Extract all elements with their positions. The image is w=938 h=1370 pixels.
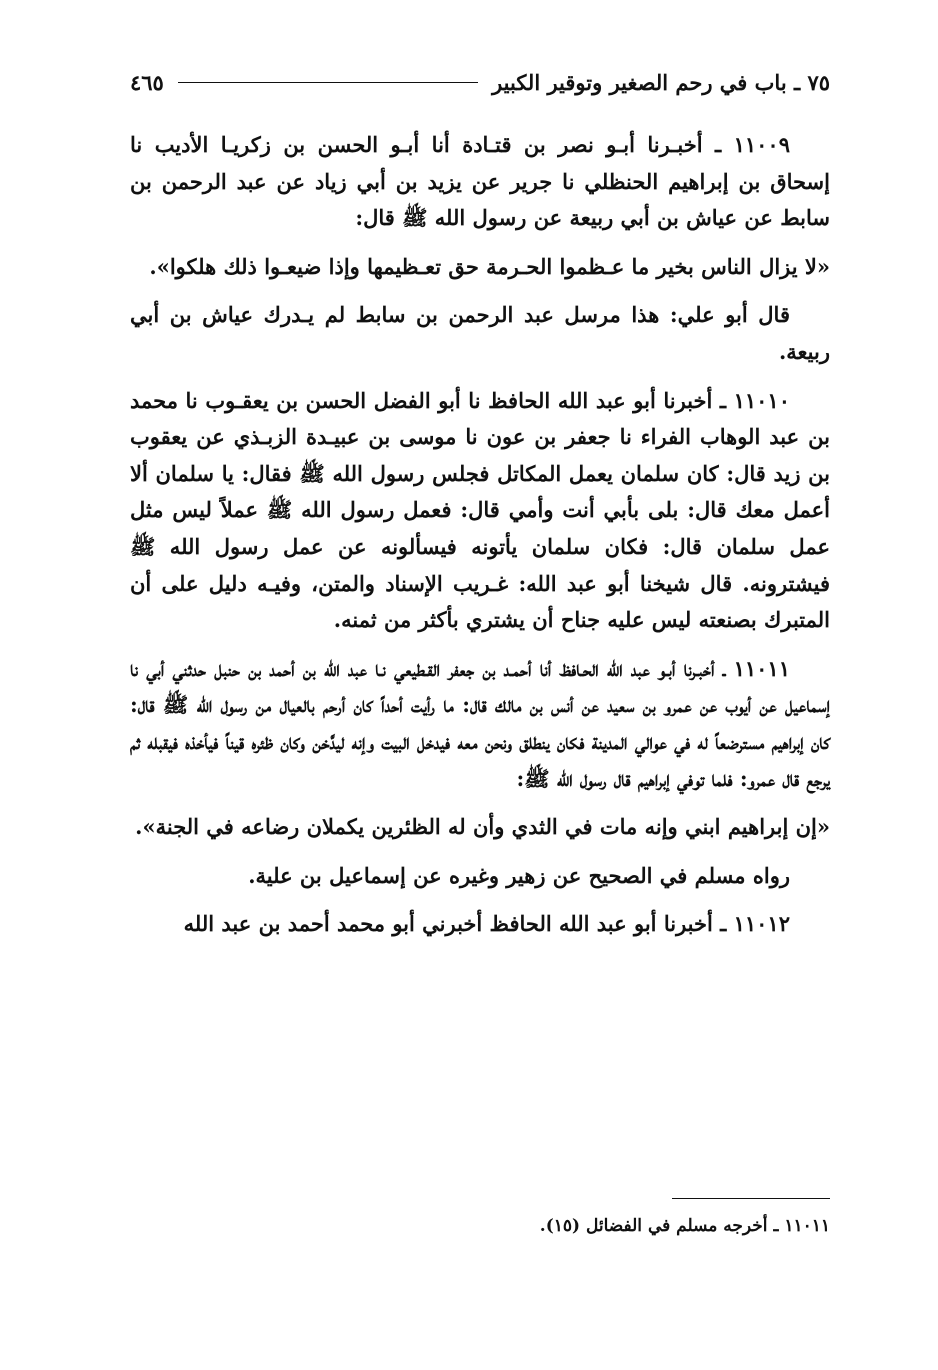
page-number: ٤٦٥: [130, 69, 164, 95]
hadith-11012: ١١٠١٢ ـ أخبرنا أبو عبد الله الحافظ أخبرني أبو محمد أحمد بن عبد الله: [183, 911, 790, 937]
chapter-title: ٧٥ ـ باب في رحم الصغير وتوقير الكبير: [492, 69, 830, 95]
hadith-11010: ١١٠١٠ ـ أخبرنا أبو عبد الله الحافظ نا أبو الفضل الحسن بن يعقـوب نا محمد بن عبد الوهاب الفراء نا جعفر بن عون نا موسى بن عبيـدة الزبـذي عن يعقوب بن زيد قال: كان سلمان يعمل المكاتل فجلس رسول الله ﷺ فقال: يا سلمان ألا أعمل معك قال: بلى بأبي أنت وأمي قال: فعمل رسول الله ﷺ عملاً ليس مثل عمل سلمان قال: فكان سلمان يأتونه فيسألونه عن عمل رسول الله ﷺ فيشترونه. قال شيخنا أبو عبد الله: غـريب الإسناد والمتن، وفيـه دليل على أن المتبرك بصنعته ليس عليه جناح أن يشتري بأكثر من ثمنه.: [130, 387, 830, 633]
commentary-abu-ali: قال أبو علي: هذا مرسل عبد الرحمن بن سابط لم يـدرك عياش بن أبي ربيعة.: [130, 302, 830, 364]
hadith-11011: ١١٠١١ ـ أخبـرنا أبـو عبد الله الحـافظ أنا أحمـد بن جعفر القـطيعي نـا عبد الله بن أحمد بن حنبل حدثني أبي نا إسماعيل عن أيوب عن عمرو بن سعيد عن أنس بن مالك قال: ما رأيت أحداً كان أرحم بالعيال من رسول الله ﷺ قال: كان إبراهيم مسترضعاً له في عوالي المدينة فكان ينطلق ونحن معه فيدخل البيت وإنه ليدَّخن وكان ظئره قيناً فيأخذه فيقبله ثم يرجع قال عمرو: فلما توفي إبراهيم قال رسول الله ﷺ:: [130, 655, 830, 791]
hadith-11011-text: «إن إبراهيم ابني وإنه مات في الثدي وأن له الظئرين يكملان رضاعه في الجنة».: [135, 814, 830, 840]
footnote: ١١٠١١ ـ أخرجه مسلم في الفضائل (١٥).: [539, 1216, 830, 1236]
footnote-separator: [672, 1198, 830, 1199]
main-text: [130, 127, 830, 955]
hadith-11009: ١١٠٠٩ ـ أخبـرنا أبـو نصر بن قتـادة أنا أبـو الحسن بن زكريـا الأديب نا إسحاق بن إبراهيم الحنظلي نا جرير عن يزيد بن أبي زياد عن عبد الرحمن بن سابط عن عياش بن أبي ربيعة عن رسول الله ﷺ قال:: [130, 132, 830, 231]
hadith-11009-text: «لا يزال الناس بخير ما عـظموا الحـرمة حق تعـظيمها وإذا ضيعـوا ذلك هلكوا».: [149, 253, 830, 279]
running-header: [130, 62, 830, 102]
narration-note: رواه مسلم في الصحيح عن زهير وغيره عن إسماعيل بن علية.: [248, 862, 790, 888]
header-rule: [178, 82, 478, 83]
